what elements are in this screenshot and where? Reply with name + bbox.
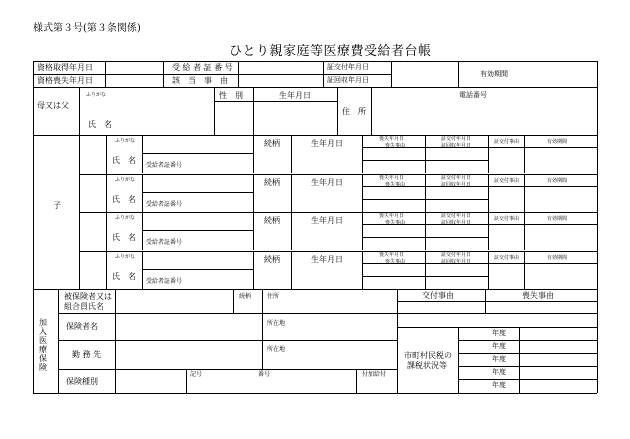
grid-line-v [106,174,107,213]
child-furigana: ふりがな [115,215,136,221]
child-birth-label: 生年月日 [311,255,343,264]
lose-reason-label: 喪失事由 [522,291,554,300]
child-cert-return-label: 証回収年月日 [441,220,472,226]
grid-line-v [488,135,489,173]
grid-line-v [106,251,107,289]
child-issue-reason-label: 証交付事由 [494,139,520,145]
grid-line-h [142,192,253,193]
child-furigana: ふりがな [115,138,136,144]
grid-line-v [524,212,525,250]
child-cert-return-label: 証回収年月日 [441,182,472,188]
child-lose-date-label: 喪失年月日 [379,175,405,181]
fiscal-year-label: 年度 [492,342,506,350]
page-title: ひとり親家庭等医療費受給者台帳 [229,44,432,59]
child-name-label: 氏 名 [112,195,136,204]
grid-line-v [106,135,107,174]
parent-furigana: ふりがな [86,92,107,98]
insurance-relation-label: 続柄 [239,293,252,300]
grid-line-v [425,135,426,173]
child-issue-reason-label: 証交付事由 [494,178,520,184]
grid-line-v [253,251,254,289]
fiscal-year-label: 年度 [492,355,506,363]
child-cert-issue-label: 証交付年月日 [441,252,472,258]
child-furigana: ふりがな [115,177,136,183]
parent-birth-label: 生年月日 [279,91,311,100]
grid-line-v [524,251,525,289]
grid-line-v [362,135,363,173]
workplace-location-label: 所在地 [267,346,286,353]
grid-line-h [79,135,597,136]
grid-line-h [142,269,253,270]
grid-line-v [488,174,489,212]
symbol-label: 記号 [190,371,203,378]
cert-return-date-label: 証回収年月日 [327,76,369,84]
insured-name-label-1: 被保険者又は [64,292,112,301]
child-relation-label: 続柄 [264,178,280,187]
child-lose-date-label: 喪失年月日 [379,136,405,142]
child-label: 子 [53,201,61,210]
grid-line-v [142,251,143,289]
fiscal-year-label: 年度 [492,368,506,376]
grid-line-v [291,174,292,212]
workplace-label: 勤 務 先 [72,350,102,359]
child-valid-period-label: 有効期間 [547,255,568,261]
parent-phone-label: 電話番号 [459,91,487,99]
parent-label: 母又は父 [37,101,69,110]
child-valid-period-label: 有効期間 [547,178,568,184]
child-cert-issue-label: 証交付年月日 [441,213,472,219]
child-name-label: 氏 名 [112,233,136,242]
grid-line-v [488,251,489,289]
child-issue-reason-label: 証交付事由 [494,255,520,261]
grid-line-v [425,174,426,212]
child-cert-issue-label: 証交付年月日 [441,175,472,181]
grid-line-v [253,174,254,212]
fiscal-year-label: 年度 [492,329,506,337]
grid-line-v [142,135,143,173]
child-lose-date-label: 喪失年月日 [379,213,405,219]
child-issue-reason-label: 証交付事由 [494,216,520,222]
cert-issue-date-label: 証交付年月日 [327,63,369,71]
grid-line-h [79,174,597,175]
child-lose-reason-label: 喪失事由 [385,182,406,188]
grid-line-v [425,212,426,250]
insurance-type-label: 保険種別 [66,377,98,386]
grid-line-v [425,251,426,289]
valid-period-label: 有効期間 [480,70,508,78]
grid-line-v [524,174,525,212]
child-relation-label: 続柄 [264,139,280,148]
applicable-matter-label: 該 当 事 由 [172,76,228,85]
supplement-label: 付加給付 [362,371,387,378]
child-cert-issue-label: 証交付年月日 [441,136,472,142]
issue-reason-label: 交付事由 [422,291,454,300]
number-label: 番号 [258,371,271,378]
grid-line-v [253,135,254,173]
child-cert-no-label: 受給者証番号 [146,201,183,208]
insurer-location-label: 所在地 [267,320,286,327]
grid-line-v [142,174,143,212]
child-birth-label: 生年月日 [311,139,343,148]
grid-line-v [291,135,292,173]
insured-name-label-2: 組合員氏名 [64,302,104,311]
parent-sex-label: 性 別 [219,91,243,100]
fiscal-year-label: 年度 [492,381,506,389]
recipient-cert-no-label: 受 給 者 証 番 号 [172,63,233,72]
grid-line-v [362,212,363,250]
grid-line-v [524,135,525,173]
child-cert-return-label: 証回収年月日 [441,259,472,265]
child-valid-period-label: 有効期間 [547,139,568,145]
grid-line-h [142,153,253,154]
child-relation-label: 続柄 [264,216,280,225]
grid-line-v [253,212,254,250]
grid-line-v [106,212,107,251]
insurance-address-label: 住所 [267,293,280,300]
grid-line-h [79,251,597,252]
grid-line-v [362,251,363,289]
child-furigana: ふりがな [115,254,136,260]
grid-line-v [142,212,143,250]
tax-status-label-1: 市町村民税の [404,351,452,360]
grid-line-v [291,251,292,289]
parent-address-label: 住 所 [342,107,366,116]
child-lose-reason-label: 喪失事由 [385,143,406,149]
insurer-name-label: 保険者名 [66,322,98,331]
tax-status-label-2: 課税状況等 [407,361,447,370]
child-lose-reason-label: 喪失事由 [385,220,406,226]
grid-line-v [291,212,292,250]
insurance-label: 加入医療保険 [39,318,47,372]
grid-line-v [488,212,489,250]
child-birth-label: 生年月日 [311,178,343,187]
child-lose-date-label: 喪失年月日 [379,252,405,258]
child-valid-period-label: 有効期間 [547,216,568,222]
grid-line-v [362,174,363,212]
child-name-label: 氏 名 [112,156,136,165]
parent-name-label: 氏 名 [88,120,112,129]
child-name-label: 氏 名 [112,272,136,281]
form-number: 様式第３号(第３条関係) [33,23,141,34]
child-birth-label: 生年月日 [311,216,343,225]
acquire-date-label: 資格取得年月日 [37,63,93,72]
lose-date-label: 資格喪失年月日 [37,76,93,85]
child-cert-return-label: 証回収年月日 [441,143,472,149]
child-relation-label: 続柄 [264,255,280,264]
child-cert-no-label: 受給者証番号 [146,239,183,246]
grid-line-h [142,230,253,231]
child-cert-no-label: 受給者証番号 [146,162,183,169]
grid-line-h [79,212,597,213]
child-lose-reason-label: 喪失事由 [385,259,406,265]
child-cert-no-label: 受給者証番号 [146,278,183,285]
